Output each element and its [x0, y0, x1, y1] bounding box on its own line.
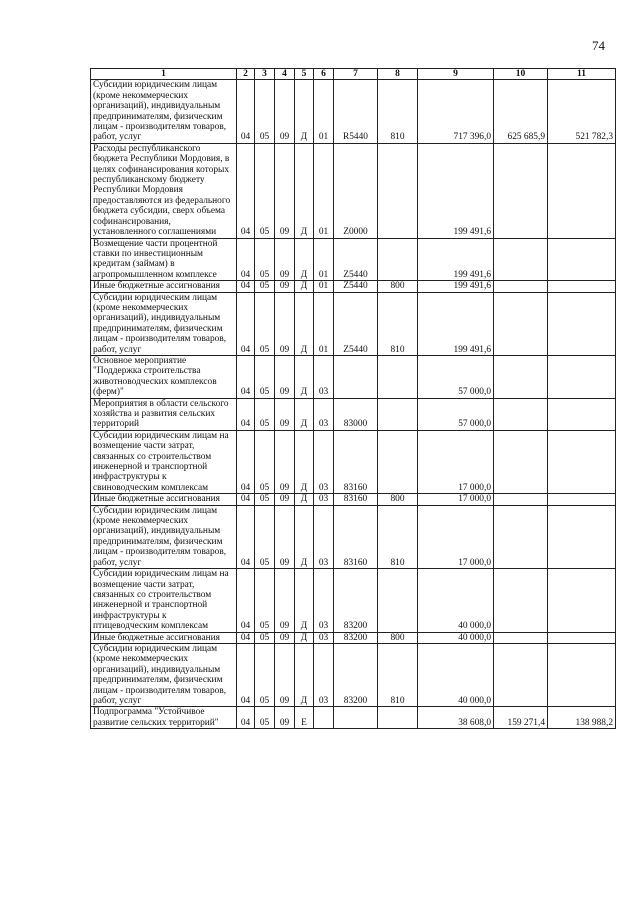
- target-article-cell: Z5440: [334, 238, 378, 281]
- code-5-cell: Д: [295, 355, 314, 398]
- code-3-cell: 05: [255, 505, 275, 568]
- amount-col9-cell: 40 000,0: [418, 569, 494, 632]
- expense-type-cell: 810: [378, 292, 418, 355]
- row-name-cell: Иные бюджетные ассигнования: [91, 632, 237, 643]
- code-5-cell: Д: [295, 569, 314, 632]
- amount-col10-cell: [494, 505, 548, 568]
- amount-col9-cell: 199 491,6: [418, 143, 494, 238]
- amount-col11-cell: [548, 143, 616, 238]
- code-5-cell: Д: [295, 80, 314, 143]
- code-4-cell: 09: [275, 281, 295, 292]
- code-5-cell: Д: [295, 494, 314, 505]
- code-2-cell: 04: [237, 643, 255, 706]
- amount-col10-cell: [494, 398, 548, 430]
- code-3-cell: 05: [255, 355, 275, 398]
- code-4-cell: 09: [275, 643, 295, 706]
- table-header-row: [91, 69, 616, 80]
- column-header: 3: [255, 69, 275, 80]
- row-name-cell: Мероприятия в области сельского хозяйства и развития сельских территорий: [91, 398, 237, 430]
- code-6-cell: 01: [314, 143, 334, 238]
- table-row: [91, 355, 616, 398]
- code-2-cell: 04: [237, 494, 255, 505]
- target-article-cell: 83160: [334, 494, 378, 505]
- amount-col10-cell: 625 685,9: [494, 80, 548, 143]
- row-name-cell: Субсидии юридическим лицам (кроме некоммерческих организаций), индивидуальным предпринимателям, физическим лицам - производителям товаров, работ, услуг: [91, 292, 237, 355]
- expense-type-cell: [378, 569, 418, 632]
- code-6-cell: [314, 707, 334, 729]
- code-3-cell: 05: [255, 143, 275, 238]
- code-5-cell: Д: [295, 398, 314, 430]
- amount-col9-cell: 199 491,6: [418, 292, 494, 355]
- column-header: 4: [275, 69, 295, 80]
- code-5-cell: Д: [295, 643, 314, 706]
- amount-col11-cell: [548, 281, 616, 292]
- amount-col9-cell: 40 000,0: [418, 643, 494, 706]
- expense-type-cell: [378, 355, 418, 398]
- code-3-cell: 05: [255, 281, 275, 292]
- column-header: 1: [91, 69, 237, 80]
- table-row: [91, 430, 616, 493]
- code-4-cell: 09: [275, 398, 295, 430]
- expense-type-cell: [378, 398, 418, 430]
- expense-type-cell: 800: [378, 494, 418, 505]
- amount-col10-cell: [494, 238, 548, 281]
- code-4-cell: 09: [275, 569, 295, 632]
- amount-col9-cell: 199 491,6: [418, 281, 494, 292]
- amount-col10-cell: [494, 430, 548, 493]
- amount-col11-cell: [548, 494, 616, 505]
- amount-col11-cell: [548, 292, 616, 355]
- code-4-cell: 09: [275, 707, 295, 729]
- amount-col11-cell: [548, 238, 616, 281]
- code-6-cell: 03: [314, 430, 334, 493]
- target-article-cell: 83200: [334, 569, 378, 632]
- row-name-cell: Иные бюджетные ассигнования: [91, 494, 237, 505]
- column-header: 5: [295, 69, 314, 80]
- amount-col10-cell: [494, 643, 548, 706]
- amount-col10-cell: [494, 292, 548, 355]
- code-4-cell: 09: [275, 494, 295, 505]
- code-3-cell: 05: [255, 292, 275, 355]
- code-4-cell: 09: [275, 80, 295, 143]
- table-body: [91, 80, 616, 729]
- code-5-cell: Д: [295, 281, 314, 292]
- code-3-cell: 05: [255, 643, 275, 706]
- code-5-cell: Д: [295, 292, 314, 355]
- expense-type-cell: [378, 238, 418, 281]
- code-5-cell: Д: [295, 505, 314, 568]
- row-name-cell: Возмещение части процентной ставки по инвестиционным кредитам (займам) в агропромышленном комплексе: [91, 238, 237, 281]
- amount-col10-cell: [494, 143, 548, 238]
- amount-col11-cell: [548, 569, 616, 632]
- column-header: 9: [418, 69, 494, 80]
- code-5-cell: Д: [295, 430, 314, 493]
- code-2-cell: 04: [237, 430, 255, 493]
- code-4-cell: 09: [275, 355, 295, 398]
- code-6-cell: 01: [314, 292, 334, 355]
- code-5-cell: Д: [295, 238, 314, 281]
- column-header: 6: [314, 69, 334, 80]
- column-header: 7: [334, 69, 378, 80]
- code-2-cell: 04: [237, 569, 255, 632]
- code-3-cell: 05: [255, 494, 275, 505]
- row-name-cell: Субсидии юридическим лицам на возмещение части затрат, связанных со строительством инженерной и транспортной инфраструктуры к свиноводческим комплексам: [91, 430, 237, 493]
- amount-col10-cell: 159 271,4: [494, 707, 548, 729]
- table-row: [91, 707, 616, 729]
- code-3-cell: 05: [255, 707, 275, 729]
- table-row: [91, 281, 616, 292]
- amount-col9-cell: 57 000,0: [418, 398, 494, 430]
- code-2-cell: 04: [237, 238, 255, 281]
- code-3-cell: 05: [255, 80, 275, 143]
- code-4-cell: 09: [275, 292, 295, 355]
- expense-type-cell: [378, 430, 418, 493]
- row-name-cell: Иные бюджетные ассигнования: [91, 281, 237, 292]
- table-row: [91, 143, 616, 238]
- code-3-cell: 05: [255, 569, 275, 632]
- target-article-cell: Z0000: [334, 143, 378, 238]
- expense-type-cell: 810: [378, 643, 418, 706]
- expense-type-cell: 810: [378, 80, 418, 143]
- column-header: 8: [378, 69, 418, 80]
- code-6-cell: 03: [314, 355, 334, 398]
- code-3-cell: 05: [255, 632, 275, 643]
- table-row: [91, 643, 616, 706]
- code-4-cell: 09: [275, 238, 295, 281]
- code-5-cell: Е: [295, 707, 314, 729]
- amount-col9-cell: 199 491,6: [418, 238, 494, 281]
- code-6-cell: 03: [314, 494, 334, 505]
- amount-col11-cell: [548, 632, 616, 643]
- table-row: [91, 80, 616, 143]
- code-2-cell: 04: [237, 632, 255, 643]
- code-2-cell: 04: [237, 355, 255, 398]
- expense-type-cell: 810: [378, 505, 418, 568]
- code-4-cell: 09: [275, 430, 295, 493]
- table-row: [91, 505, 616, 568]
- amount-col9-cell: 17 000,0: [418, 494, 494, 505]
- table-row: [91, 632, 616, 643]
- table-row: [91, 292, 616, 355]
- row-name-cell: Подпрограмма "Устойчивое развитие сельских территорий": [91, 707, 237, 729]
- amount-col11-cell: [548, 430, 616, 493]
- code-2-cell: 04: [237, 505, 255, 568]
- amount-col10-cell: [494, 494, 548, 505]
- table-row: [91, 569, 616, 632]
- expense-type-cell: [378, 143, 418, 238]
- amount-col10-cell: [494, 355, 548, 398]
- target-article-cell: [334, 355, 378, 398]
- code-4-cell: 09: [275, 505, 295, 568]
- row-name-cell: Субсидии юридическим лицам (кроме некоммерческих организаций), индивидуальным предпринимателям, физическим лицам - производителям товаров, работ, услуг: [91, 505, 237, 568]
- column-header: 2: [237, 69, 255, 80]
- target-article-cell: [334, 707, 378, 729]
- table-row: [91, 494, 616, 505]
- table-row: [91, 398, 616, 430]
- amount-col10-cell: [494, 569, 548, 632]
- amount-col11-cell: 138 988,2: [548, 707, 616, 729]
- expense-type-cell: 800: [378, 632, 418, 643]
- amount-col10-cell: [494, 281, 548, 292]
- code-6-cell: 03: [314, 398, 334, 430]
- amount-col9-cell: 17 000,0: [418, 430, 494, 493]
- budget-table: [90, 68, 616, 729]
- expense-type-cell: [378, 707, 418, 729]
- target-article-cell: Z5440: [334, 292, 378, 355]
- amount-col10-cell: [494, 632, 548, 643]
- code-2-cell: 04: [237, 143, 255, 238]
- target-article-cell: 83160: [334, 430, 378, 493]
- row-name-cell: Субсидии юридическим лицам (кроме некоммерческих организаций), индивидуальным предпринимателям, физическим лицам - производителям товаров, работ, услуг: [91, 643, 237, 706]
- code-6-cell: 03: [314, 569, 334, 632]
- code-2-cell: 04: [237, 292, 255, 355]
- code-2-cell: 04: [237, 707, 255, 729]
- amount-col11-cell: [548, 505, 616, 568]
- row-name-cell: Основное мероприятие "Поддержка строительства животноводческих комплексов (ферм)": [91, 355, 237, 398]
- code-2-cell: 04: [237, 281, 255, 292]
- code-6-cell: 03: [314, 505, 334, 568]
- code-6-cell: 01: [314, 281, 334, 292]
- amount-col9-cell: 717 396,0: [418, 80, 494, 143]
- table-row: [91, 238, 616, 281]
- target-article-cell: Z5440: [334, 281, 378, 292]
- code-5-cell: Д: [295, 632, 314, 643]
- row-name-cell: Расходы республиканского бюджета Республики Мордовия, в целях софинансирования которых республиканскому бюджету Республики Мордовия предоставляются из федерального бюджета субсидии, сверх объема софинансирования, установленного соглашениями: [91, 143, 237, 238]
- column-header: 10: [494, 69, 548, 80]
- page-number: 74: [592, 38, 605, 53]
- column-header: 11: [548, 69, 616, 80]
- code-2-cell: 04: [237, 398, 255, 430]
- code-6-cell: 03: [314, 632, 334, 643]
- amount-col9-cell: 17 000,0: [418, 505, 494, 568]
- code-5-cell: Д: [295, 143, 314, 238]
- code-2-cell: 04: [237, 80, 255, 143]
- target-article-cell: 83160: [334, 505, 378, 568]
- amount-col11-cell: [548, 643, 616, 706]
- target-article-cell: R5440: [334, 80, 378, 143]
- amount-col11-cell: [548, 398, 616, 430]
- amount-col9-cell: 40 000,0: [418, 632, 494, 643]
- amount-col11-cell: [548, 355, 616, 398]
- code-6-cell: 03: [314, 643, 334, 706]
- row-name-cell: Субсидии юридическим лицам на возмещение части затрат, связанных со строительством инженерной и транспортной инфраструктуры к птицеводческим комплексам: [91, 569, 237, 632]
- code-3-cell: 05: [255, 238, 275, 281]
- target-article-cell: 83000: [334, 398, 378, 430]
- code-3-cell: 05: [255, 430, 275, 493]
- target-article-cell: 83200: [334, 632, 378, 643]
- code-6-cell: 01: [314, 238, 334, 281]
- row-name-cell: Субсидии юридическим лицам (кроме некоммерческих организаций), индивидуальным предпринимателям, физическим лицам - производителям товаров, работ, услуг: [91, 80, 237, 143]
- amount-col9-cell: 57 000,0: [418, 355, 494, 398]
- code-3-cell: 05: [255, 398, 275, 430]
- code-6-cell: 01: [314, 80, 334, 143]
- amount-col11-cell: 521 782,3: [548, 80, 616, 143]
- expense-type-cell: 800: [378, 281, 418, 292]
- code-4-cell: 09: [275, 143, 295, 238]
- target-article-cell: 83200: [334, 643, 378, 706]
- amount-col9-cell: 38 608,0: [418, 707, 494, 729]
- code-4-cell: 09: [275, 632, 295, 643]
